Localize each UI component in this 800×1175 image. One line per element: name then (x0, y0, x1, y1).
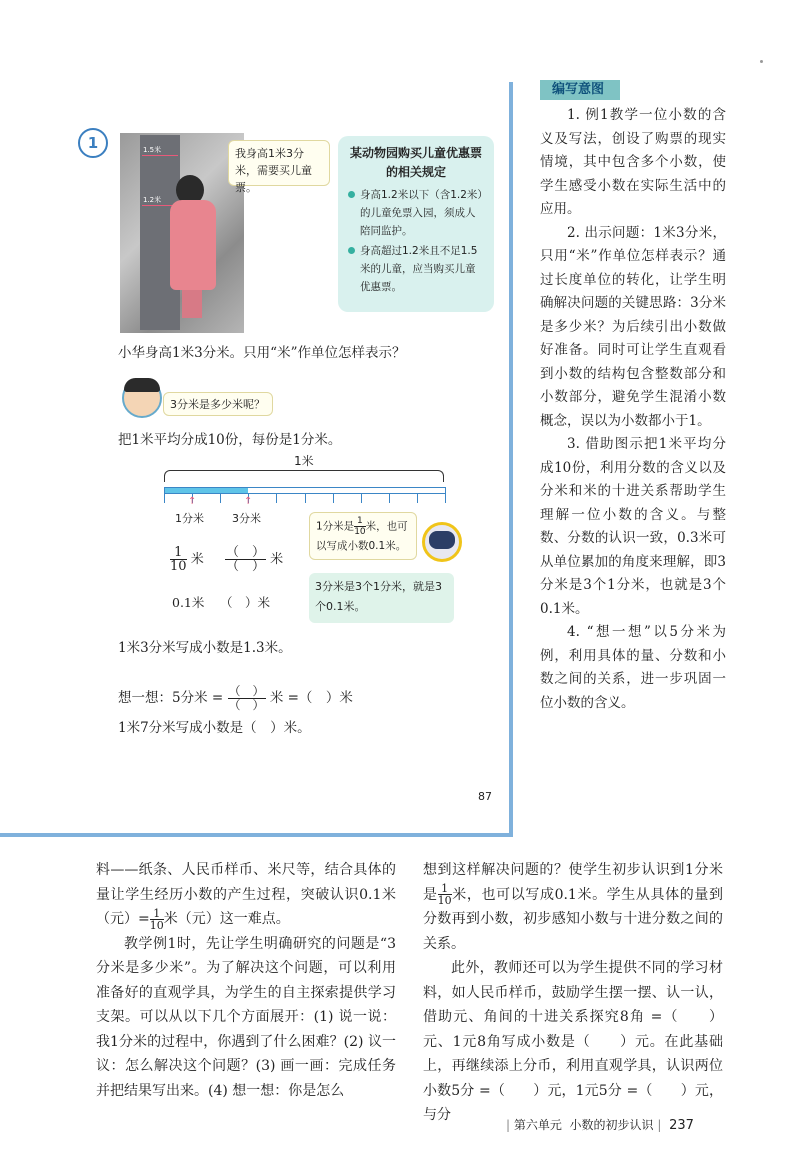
design-intent-text (540, 104, 726, 715)
decimal-value: 0.1米 (172, 595, 205, 610)
think-fraction-blank: $\frac{( )}{( )}$ (228, 684, 265, 712)
textbook-page-number: 87 (478, 790, 492, 803)
robot-fraction: $\frac{1}{10}$ (354, 516, 366, 537)
guide-right-paragraph-2: 此外，教师还可以为学生提供不同的学习材料，如人民币样币，鼓励学生摆一摆、认一认，借助元、角间的十进关系探究8角 =（ ）元、1元8角写成小数是（ ）元。在此基础上，再继续添上分币，利用直观学具，认识两位小数5分 =（ ）元，1元5分 =（ ）元，与分 (423, 960, 723, 1123)
girl-figure-body (170, 200, 216, 290)
design-intent-tag: 编写意图 (540, 80, 620, 100)
conclusion-text: 1米3分米写成小数是1.3米。 (118, 640, 292, 656)
number-line-tick (417, 493, 418, 503)
design-intent-paragraph-2: 2. 出示问题：1米3分米，只用“米”作单位怎样表示？通过长度单位的转化，让学生明确解决问题的关键思路：3分米是多少米？为后续引出小数做好准备。同时可让学生直观看到小数的结构包含整数部分和小数部分，避免学生混淆小数概念，误以为小数都小于1。 (540, 224, 726, 429)
number-line-tick (220, 493, 221, 503)
boy-avatar-hair (124, 378, 160, 392)
guide-left-fraction: $\frac{1}{10}$ (149, 906, 164, 932)
guide-right-column (423, 858, 723, 1128)
girl-figure-legs (182, 290, 202, 318)
think-question-1: 想一想：5分米 = $\frac{( )}{( )}$ 米 =（ ）米 (118, 684, 353, 712)
ruler-label-1-2: 1.2米 (143, 196, 162, 204)
arrow-up-icon: ↑ (244, 496, 253, 507)
number-line-tick (445, 493, 446, 503)
footer-page-number: 237 (669, 1118, 694, 1133)
zoo-ticket-rules-box (338, 136, 494, 312)
guide-left-column (96, 858, 396, 1103)
number-line-tick (305, 493, 306, 503)
ruler-label-1-5: 1.5米 (143, 146, 162, 154)
fraction-row: $\frac{1}{10}$ 米 (170, 545, 204, 574)
split-description: 把1米平均分成10份，每份是1分米。 (118, 432, 342, 448)
page-footer: | 第六单元 小数的初步认识 | 237 (506, 1118, 694, 1133)
tick-label-1dm: 1分米 (175, 512, 204, 525)
number-line-tick (389, 493, 390, 503)
three-decimeter-note: 3分米是3个1分米，就是3个0.1米。 (309, 573, 454, 623)
number-line-tick (276, 493, 277, 503)
number-line-tick (333, 493, 334, 503)
robot-face-icon (429, 531, 455, 549)
robot-speech-bubble: 1分米是 $\frac{1}{10}$ 米，也可以写成小数0.1米。 (309, 512, 417, 560)
footer-title: 小数的初步认识 (569, 1118, 654, 1132)
guide-left-paragraph-1: 料——纸条、人民币样币、米尺等，结合具体的量让学生经历小数的产生过程，突破认识0.1米（元）= $\frac{1}{10}$ 米（元）这一难点。 (96, 862, 396, 932)
number-line-filled (165, 488, 248, 493)
tick-label-3dm: 3分米 (232, 512, 261, 525)
guide-right-fraction: $\frac{1}{10}$ (437, 882, 452, 907)
fraction-blank: $\frac{( )}{( )}$ 米 (226, 545, 284, 574)
girl-speech-bubble: 我身高1米3分米，需要买儿童票。 (228, 140, 330, 186)
guide-left-paragraph-2: 教学例1时，先让学生明确研究的问题是“3分米是多少米”。为了解决这个问题，可以利用准备好的直观学具，为学生的自主探索提供学习支架。可以从以下几个方面展开：(1) 说一说：我1分米的过程中，你遇到了什么困难？(2) 议一议：怎么解决这个问题？(3) 画一画：完成任务并把结果写出来。(4) 想一想：你是怎么 (96, 935, 396, 1099)
rule-item-2: 身高超过1.2米且不足1.5米的儿童，应当购买儿童优惠票。 (348, 242, 484, 296)
example-number-badge: 1 (78, 128, 108, 158)
number-line-tick (164, 493, 165, 503)
design-intent-paragraph-4: 4. “想一想”以5分米为例，利用具体的量、分数和小数之间的关系，进一步巩固一位小数的含义。 (540, 624, 726, 711)
boy-speech-bubble: 3分米是多少米呢？ (163, 392, 273, 416)
decimal-blank: （ ）米 (220, 595, 271, 610)
rules-title: 某动物园购买儿童优惠票的相关规定 (349, 146, 482, 179)
fraction-one-tenth: $\frac{1}{10}$ (170, 545, 187, 574)
footer-unit: 第六单元 (513, 1118, 562, 1132)
arrow-up-icon: ↑ (188, 496, 197, 507)
brace-label: 1米 (294, 454, 314, 468)
design-intent-paragraph-3: 3. 借助图示把1米平均分成10份，利用分数的含义以及分米和米的十进关系帮助学生理解一位小数的含义。与整数、分数的认识一致，0.3米可从单位累加的角度来理解，即3分米是3个1分米，也就是3个0.1米。 (540, 436, 726, 617)
meter-brace (164, 470, 444, 482)
rule-item-1: 身高1.2米以下（含1.2米）的儿童免票入园，须成人陪同监护。 (348, 186, 484, 240)
think-question-2: 1米7分米写成小数是（ ）米。 (118, 720, 311, 736)
guide-right-paragraph-1: 想到这样解决问题的？使学生初步认识到1分米是 $\frac{1}{10}$ 米，也可以写成0.1米。学生从具体的量到分数再到小数，初步感知小数与十进分数之间的关系。 (423, 862, 724, 952)
ruler-mark-1-5 (142, 155, 178, 156)
number-line-tick (361, 493, 362, 503)
scan-dot (760, 60, 763, 63)
example-question: 小华身高1米3分米。只用“米”作单位怎样表示？ (118, 345, 406, 361)
design-intent-paragraph-1: 1. 例1教学一位小数的含义及写法，创设了购票的现实情境，其中包含多个小数，使学生感受小数在实际生活中的应用。 (540, 107, 726, 217)
